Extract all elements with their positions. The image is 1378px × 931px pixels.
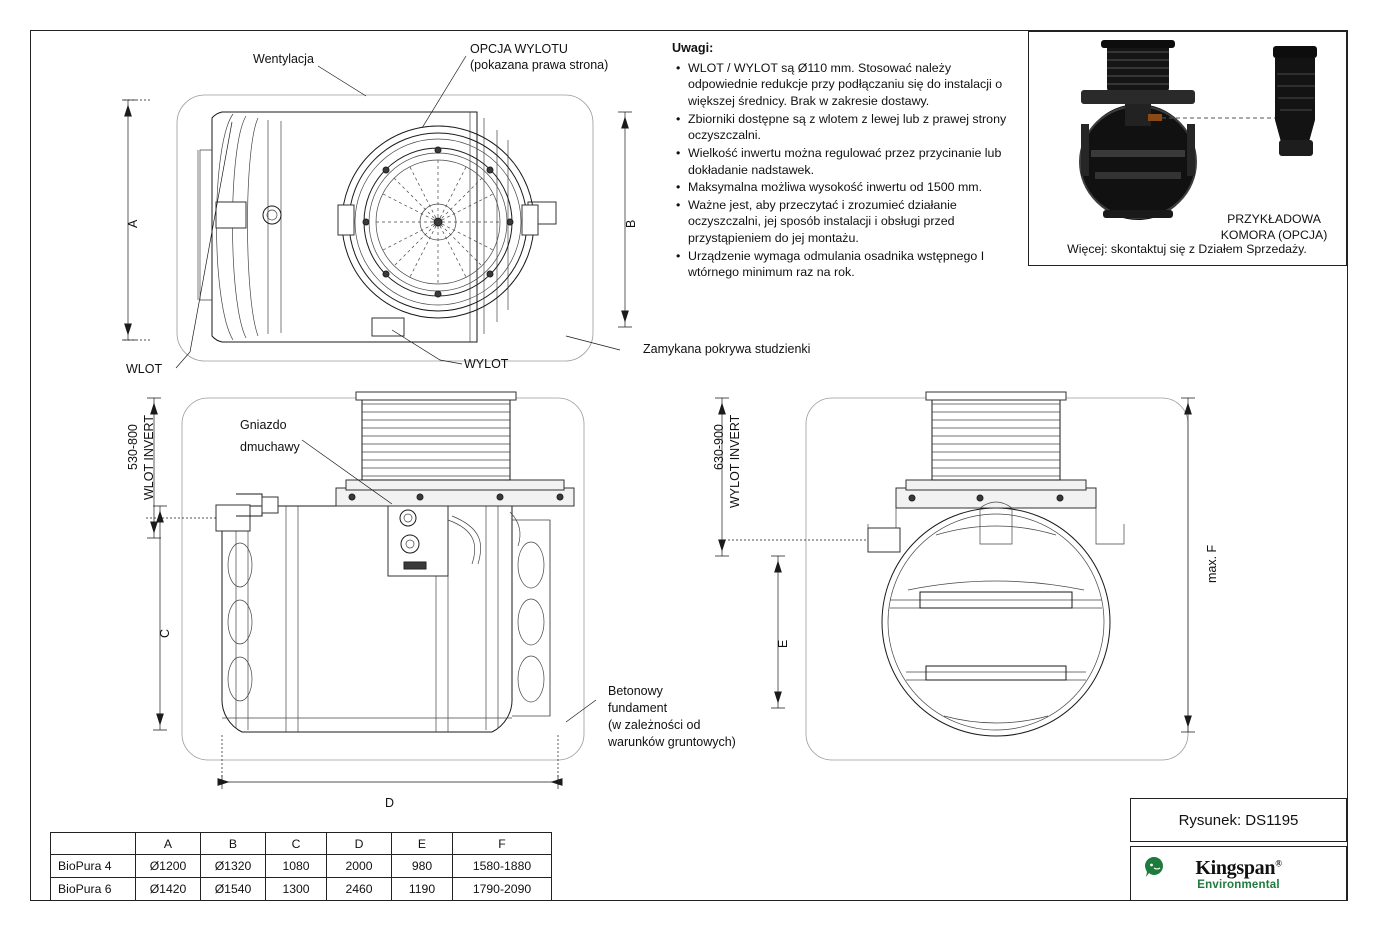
dimension-label-a: A (126, 219, 140, 228)
table-row (51, 878, 552, 901)
photo-caption (1209, 212, 1339, 244)
drawing-number-block (1130, 798, 1347, 842)
specification-table (50, 832, 552, 901)
table-cell: Ø1200 (136, 855, 201, 878)
table-row (51, 855, 552, 878)
table-cell: 1190 (392, 878, 453, 901)
brand-name-text: Kingspan (1195, 856, 1276, 879)
callout-outlet-option-line1: OPCJA WYLOTU (470, 42, 568, 56)
table-cell: Ø1420 (136, 878, 201, 901)
table-cell: 980 (392, 855, 453, 878)
table-col-c: C (266, 833, 327, 855)
callout-ventilation: Wentylacja (253, 52, 314, 66)
dimension-outlet-invert-value: 630-900 (712, 424, 726, 470)
note-item: • Maksymalna możliwa wysokość inwertu od 1500 mm. (686, 179, 1012, 196)
table-row-model: BioPura 4 (51, 855, 136, 878)
photo-caption-line2: KOMORA (OPCJA) (1220, 227, 1328, 242)
table-cell: 1080 (266, 855, 327, 878)
dimension-inlet-invert-value: 530-800 (126, 424, 140, 470)
dimension-label-b: B (624, 219, 638, 228)
dimension-inlet-invert-label: WLOT INVERT (142, 415, 156, 500)
callout-concrete-base-line3: (w zależności od (608, 718, 701, 732)
callout-inlet: WLOT (126, 362, 163, 376)
table-col-f: F (453, 833, 552, 855)
table-cell: 1580-1880 (453, 855, 552, 878)
brand-trademark: ® (1275, 857, 1282, 868)
table-cell: 2460 (327, 878, 392, 901)
notes-heading: Uwagi: (672, 41, 714, 55)
brand-name (1195, 857, 1281, 880)
callout-concrete-base-line1: Betonowy (608, 684, 663, 698)
notes-list (672, 60, 1012, 281)
callout-concrete-base-line2: fundament (608, 701, 668, 715)
product-photo-panel (1028, 31, 1347, 266)
note-item: • Wielkość inwertu można regulować przez przycinanie lub dokładanie nadstawek. (686, 145, 1012, 178)
table-row-model: BioPura 6 (51, 878, 136, 901)
lion-logo-icon (1141, 855, 1167, 881)
brand-sub: Environmental (1197, 878, 1280, 891)
table-cell: 1790-2090 (453, 878, 552, 901)
note-item: • Urządzenie wymaga odmulania osadnika wstępnego I wtórnego minimum raz na rok. (686, 248, 1012, 281)
table-col-d: D (327, 833, 392, 855)
dimension-label-max-f: max. F (1205, 544, 1219, 583)
table-col-a: A (136, 833, 201, 855)
table-cell: 1300 (266, 878, 327, 901)
note-item: • Zbiorniki dostępne są z wlotem z lewej lub z prawej strony oczyszczalni. (686, 111, 1012, 144)
callout-outlet: WYLOT (464, 357, 509, 371)
photo-caption-line1: PRZYKŁADOWA (1227, 212, 1321, 226)
table-cell: Ø1320 (201, 855, 266, 878)
callout-blower-socket-line1: Gniazdo (240, 418, 287, 432)
note-item: • WLOT / WYLOT są Ø110 mm. Stosować należy odpowiednie redukcje przy podłączaniu się do instalacji o większej średnicy. Brak w zakresie dostawy. (686, 60, 1012, 110)
table-col-b: B (201, 833, 266, 855)
dimension-outlet-invert-label: WYLOT INVERT (728, 414, 742, 508)
callout-outlet-option-line2: (pokazana prawa strona) (470, 58, 609, 72)
dimension-label-c: C (158, 628, 172, 638)
table-cell: Ø1540 (201, 878, 266, 901)
table-col-blank (51, 833, 136, 855)
dimension-label-e: E (776, 639, 790, 648)
note-item: • Ważne jest, aby przeczytać i zrozumieć działanie oczyszczalni, jej sposób instalacji i obsługi przed przystąpieniem do jej montażu. (686, 197, 1012, 247)
callout-concrete-base-line4: warunków gruntowych) (608, 735, 736, 749)
photo-contact-text: Więcej: skontaktuj się z Działem Sprzedaży. (1067, 242, 1307, 256)
callout-blower-socket-line2: dmuchawy (240, 440, 300, 454)
dimension-label-d: D (385, 796, 395, 810)
notes-block (672, 40, 1012, 282)
brand-logo-block (1130, 846, 1347, 901)
drawing-number: Rysunek: DS1195 (1178, 811, 1299, 829)
table-col-e: E (392, 833, 453, 855)
table-cell: 2000 (327, 855, 392, 878)
photo-contact-note (1037, 242, 1337, 258)
callout-lockable-cover: Zamykana pokrywa studzienki (643, 342, 811, 356)
table-header-row (51, 833, 552, 855)
